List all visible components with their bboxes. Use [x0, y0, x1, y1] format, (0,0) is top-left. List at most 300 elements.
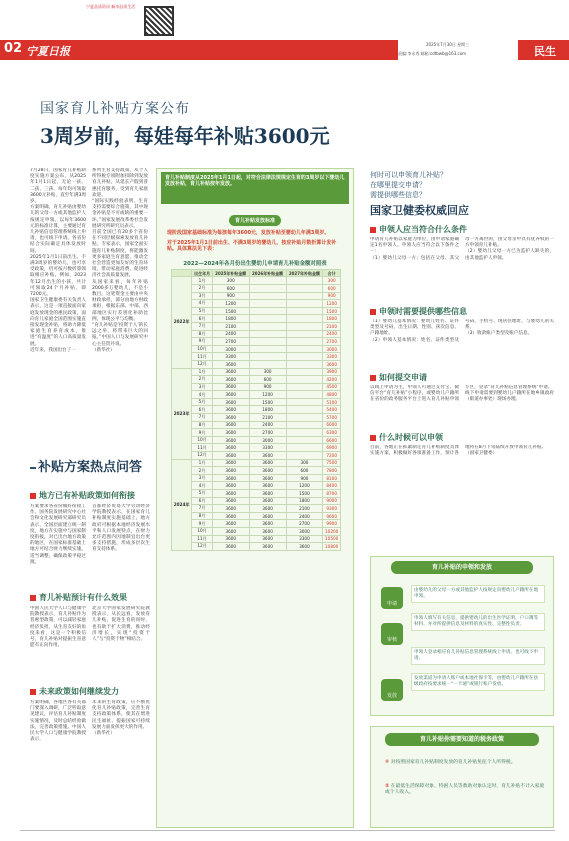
- table-row: [172, 512, 341, 520]
- table-cell: 10月: [192, 436, 213, 444]
- table-cell: 8月: [192, 330, 213, 338]
- table-cell: 1200: [249, 391, 286, 399]
- table-cell: 3600: [212, 421, 249, 429]
- table-cell: [249, 307, 286, 315]
- page-bottom-rule: [20, 830, 555, 831]
- table-cell: [249, 330, 286, 338]
- table-cell: 9月: [192, 338, 213, 346]
- table-cell: 600: [286, 467, 323, 475]
- table-cell: 3600: [212, 512, 249, 520]
- hotspot-s2b-text: 北京大学国家发展研究院教授表示，从长远看，发放育儿补贴，促进生育的同时，也有助于扩大消费，推动经济增长，实现“投资于人”与“投资于物”相结合。: [92, 606, 150, 643]
- table-cell: [286, 452, 323, 460]
- table-cell: 3600: [212, 383, 249, 391]
- table-cell: [249, 284, 286, 292]
- table-row: [172, 360, 341, 368]
- table-cell: 3600: [212, 414, 249, 422]
- table-row: [172, 543, 341, 551]
- table-cell: 10800: [323, 543, 341, 551]
- table-cell: [249, 315, 286, 323]
- table-cell: 3600: [212, 444, 249, 452]
- table-cell: 3600: [212, 482, 249, 490]
- table-cell: 4200: [323, 376, 341, 384]
- table-cell: 4月: [192, 391, 213, 399]
- table-cell: [286, 345, 323, 353]
- table-row: [172, 322, 341, 330]
- tax-box: [370, 726, 554, 828]
- table-cell: 12月: [192, 452, 213, 460]
- table-cell: 6600: [323, 436, 341, 444]
- table-cell: 3600: [212, 376, 249, 384]
- section-name: 民生: [534, 45, 556, 58]
- hotspot-title-bar: [30, 456, 150, 478]
- table-cell: 3600: [249, 474, 286, 482]
- table-cell: 4月: [192, 300, 213, 308]
- table-cell: 3600: [249, 543, 286, 551]
- table-cell: [286, 436, 323, 444]
- table-row: [172, 300, 341, 308]
- qa-q2: 申领时需要提供哪些信息: [379, 307, 467, 316]
- table-row: [172, 482, 341, 490]
- hotspot-s3: 未来政策如何继续发力: [39, 687, 119, 696]
- table-row: [172, 459, 341, 467]
- table-cell: 1200: [286, 482, 323, 490]
- table-cell: 3月: [192, 292, 213, 300]
- flow-text-3: 申领人登录相应育儿补贴信息管理系统线上申请，也可线下申请。: [411, 647, 545, 665]
- flow-step-2-label: 审核: [386, 637, 397, 643]
- table-cell: 8月: [192, 512, 213, 520]
- table-cell: 1月: [192, 368, 213, 376]
- table-cell: 3900: [323, 368, 341, 376]
- table-cell: 3600: [249, 497, 286, 505]
- table-cell: 6900: [323, 444, 341, 452]
- table-cell: [286, 421, 323, 429]
- table-cell: 300: [323, 277, 341, 285]
- bullet-icon: [370, 375, 376, 381]
- table-cell: 2400: [249, 421, 286, 429]
- table-year-cell: 2024年: [172, 459, 192, 550]
- table-cell: [286, 330, 323, 338]
- flow-text-1: 由婴幼儿的父母一方或其他监护人按规定向婴幼儿户籍所在地申领。: [411, 585, 545, 603]
- table-cell: 900: [212, 292, 249, 300]
- table-cell: 3600: [212, 474, 249, 482]
- table-cell: 3600: [212, 429, 249, 437]
- masthead-date: 2025年7月30日 星期三: [426, 42, 470, 47]
- table-row: [172, 292, 341, 300]
- table-row: [172, 452, 341, 460]
- table-cell: [249, 345, 286, 353]
- qa-q3: 如何提交申请: [379, 373, 427, 382]
- table-cell: [286, 292, 323, 300]
- bullet-icon: [30, 689, 36, 695]
- table-cell: 3600: [249, 505, 286, 513]
- table-cell: 300: [249, 368, 286, 376]
- table-cell: [249, 277, 286, 285]
- hotspot-s1: 地方已有补贴政策如何衔接: [39, 491, 135, 500]
- table-cell: 6月: [192, 497, 213, 505]
- flow-title: 育儿补贴的申领和发放: [391, 561, 533, 574]
- table-cell: [249, 292, 286, 300]
- table-cell: 9月: [192, 520, 213, 528]
- table-cell: [249, 353, 286, 361]
- table-year-cell: 2022年: [172, 277, 192, 368]
- qa-block-2: [370, 306, 554, 373]
- table-cell: 2400: [212, 330, 249, 338]
- table-cell: 3600: [212, 398, 249, 406]
- flow-step-3-label: 发放: [386, 693, 397, 699]
- table-cell: 1500: [249, 398, 286, 406]
- table-cell: [249, 360, 286, 368]
- table-cell: 5月: [192, 398, 213, 406]
- table-cell: 3600: [249, 467, 286, 475]
- table-cell: [249, 300, 286, 308]
- table-cell: 5月: [192, 490, 213, 498]
- table-cell: 4月: [192, 482, 213, 490]
- table-cell: 7500: [323, 459, 341, 467]
- masthead-info: [398, 40, 518, 60]
- qa-q4: 什么时候可以申领: [379, 433, 443, 442]
- table-cell: [286, 315, 323, 323]
- table-cell: 2月: [192, 467, 213, 475]
- table-cell: 12月: [192, 360, 213, 368]
- table-cell: 1200: [212, 300, 249, 308]
- table-cell: 2100: [212, 322, 249, 330]
- hotspot-s3-text: 方案明确，各地区各有关部门要深入调研，广泛听取意见建议，评估育儿补贴制度实施情况，及时总结经验做法，完善政策措施。中国人民大学人口与健康学院教授表示，: [30, 700, 86, 743]
- table-cell: 3600: [286, 543, 323, 551]
- table-row: [172, 436, 341, 444]
- feature-point-1: 现阶段国家基础标准为每孩每年3600元，发放补贴至婴幼儿年满3周岁。: [167, 230, 330, 236]
- table-cell: 11月: [192, 444, 213, 452]
- hotspot-s1b-text: 首都经济贸易大学劳动经济学院教授表示，在国家育儿补贴制度实施基础上，地方政府可根据本地经济发展水平和人口发展特点，在财力允许范围内因地制宜出台更多支持措施，形成多层次生育支持体系。: [92, 504, 150, 553]
- table-row: [172, 497, 341, 505]
- table-cell: 2100: [286, 505, 323, 513]
- table-row: [172, 368, 341, 376]
- table-cell: 900: [249, 383, 286, 391]
- table-cell: 7月: [192, 414, 213, 422]
- hotspot-sec-1: [30, 490, 150, 565]
- masthead-bar: [0, 40, 569, 60]
- table-cell: 3600: [249, 520, 286, 528]
- table-cell: 7800: [323, 467, 341, 475]
- qr-code-icon: [144, 6, 174, 36]
- qa-q2-text: （1）婴幼儿基本情况：婴幼儿姓名、证件类型及号码、出生日期、性别、孩次信息、户籍地址。 （2）申领人基本情况：姓名、证件类型及号码、手机号、现居住地址、与婴幼儿的关系。 （3）收款账户类型及账户信息。: [370, 319, 554, 343]
- table-cell: 3000: [323, 345, 341, 353]
- table-cell: 7月: [192, 322, 213, 330]
- table-cell: 1800: [249, 406, 286, 414]
- table-cell: 3000: [286, 527, 323, 535]
- table-cell: 6月: [192, 315, 213, 323]
- table-cell: 7月: [192, 505, 213, 513]
- table-cell: 3000: [249, 436, 286, 444]
- table-cell: [249, 322, 286, 330]
- table-cell: [286, 277, 323, 285]
- table-row: [172, 330, 341, 338]
- table-row: [172, 307, 341, 315]
- table-row: [172, 467, 341, 475]
- table-cell: [286, 284, 323, 292]
- table-cell: 1500: [286, 490, 323, 498]
- masthead-tagline: 宁夏品质资讯 畅享品质生活: [86, 4, 136, 9]
- table-row: [172, 429, 341, 437]
- table-cell: 6300: [323, 429, 341, 437]
- table-row: [172, 414, 341, 422]
- table-cell: 600: [212, 284, 249, 292]
- qa-q1-text: 申请育儿补贴以家庭为单位，由申请家庭确定1名申领人。申领人应当符合以下条件之一： （1）婴幼儿父母一方；包括在父母、其父母一方离世的，由父母亲中具有抚养权的一方申领育儿补贴。 （2）婴幼儿父母一方已为监护人缺失的，由其他监护人申领。: [370, 237, 554, 261]
- table-cell: [286, 300, 323, 308]
- table-cell: 2700: [286, 520, 323, 528]
- qa-block-3: [370, 372, 554, 433]
- table-cell: 1800: [212, 315, 249, 323]
- table-cell: 3600: [212, 436, 249, 444]
- table-cell: 8月: [192, 421, 213, 429]
- table-cell: 900: [323, 292, 341, 300]
- flow-step-1-label: 申请: [386, 601, 397, 607]
- tax-title: 育儿补贴你需要知道的税务政策: [385, 733, 539, 746]
- qa-q4-text: 目前，各地正在抓紧制定育儿补贴制度具体实施方案，积极做好各项准备工作，预计各地将在8月下旬陆续开放申领育儿补贴。 （国家卫健委）: [370, 445, 547, 457]
- page-number: 02: [4, 41, 23, 56]
- qa-questions: [370, 170, 540, 218]
- th-year: [172, 269, 192, 277]
- table-cell: 3000: [212, 345, 249, 353]
- table-cell: [286, 338, 323, 346]
- table-cell: 5700: [323, 414, 341, 422]
- table-cell: 8700: [323, 490, 341, 498]
- table-cell: 2100: [323, 322, 341, 330]
- table-row: [172, 277, 341, 285]
- qa-question-2: 在哪里提交申请？: [370, 181, 426, 189]
- table-cell: 3600: [212, 368, 249, 376]
- table-cell: 3600: [249, 535, 286, 543]
- flow-step-3: [381, 679, 403, 701]
- tax-item-2: [385, 783, 545, 797]
- table-cell: 1月: [192, 459, 213, 467]
- table-cell: 8100: [323, 474, 341, 482]
- table-cell: 3月: [192, 474, 213, 482]
- bullet-icon: [370, 435, 376, 441]
- hotspot-s1-text: 方案要求各省份做好衔接工作。国务院发展研究中心社会和文化发展研究部研究员表示，全国层面建立统一制度，地方在实施中与国家制度衔接，对已出台地方政策的地区，在国家标准基础上地方可结合财力继续实施、适当调整，确保政策平稳过渡。: [30, 504, 86, 565]
- article-col-2: 系列生育支持政策，从个人所得税专项附加扣除到发放育儿补贴，从延长产假到普惠托育服务，受到育儿家庭欢迎。 “国际实践经验表明，生育支持需要综合施策，其中现金补贴是不可或缺的重要一环。”国家发展改革委社会发展研究所研究员表示。 目前全国已有20多个省份在不同层级探索发放育儿补贴。专家表示，国家全面实施育儿补贴制度，将能激发更多家庭生育意愿，推动全社会营造更加友好的生育环境，带动家庭消费，促进经济社会高质量发展。 从国家来看，每年补贴2000多万婴幼儿，不是小数目。这笔资金主要由中央财政承担，部分由地方财政承担，根据东部、中部、西部地区实行差别化补助比例，体现公平与均衡。 “育儿补贴是‘投资于人’的长远之举，将带来巨大的回报。”中国人口与发展研究中心主任贺丹说。 （新华社）: [92, 168, 148, 353]
- subsidy-table: [171, 269, 341, 551]
- article-col-1: 7月28日，国家育儿补贴制度实施方案公布，从2025年1月1日起，无论一孩、二孩、三孩，每年均可领取3600元补贴，直至年满3周岁。 方案明确，育儿补贴由婴幼儿的父母一方或其他监护人按规定申领。以每年3600元的标准计算，主要通过育儿补贴信息管理系统线上申请，也可线下申请。各省份结合实际确定具体发放时间。 2025年1月1日前出生、不满3周岁的婴幼儿，也可享受政策，仍可按月数折算领取相应补贴。例如，2023年12月出生的小孩，共计可领取24个月补贴，即7200元。 国家卫生健康委有关负责人表示，这是一项直接面向家庭发放现金的惠民政策，面向育儿家庭全国范围实施直接发现金补贴，将助力降低家庭生育养育成本，推进“有温度”的人口高质量发展。 近年来，我国出台了一: [30, 168, 86, 353]
- table-cell: 2月: [192, 376, 213, 384]
- table-cell: [286, 444, 323, 452]
- table-cell: 2700: [323, 338, 341, 346]
- table-cell: 3300: [212, 353, 249, 361]
- flow-step-1: [381, 587, 403, 609]
- table-row: [172, 376, 341, 384]
- hotspot-sec-2: [30, 592, 150, 649]
- masthead-editor: 责编:李永秀 邮箱:cdtbwb@163.com: [398, 51, 467, 56]
- table-cell: 1800: [323, 315, 341, 323]
- subsidy-feature-box: [156, 168, 354, 828]
- table-cell: 3600: [212, 467, 249, 475]
- tax-item-1: [385, 759, 545, 766]
- table-cell: [286, 406, 323, 414]
- table-row: [172, 527, 341, 535]
- table-cell: 1500: [323, 307, 341, 315]
- table-cell: [286, 376, 323, 384]
- table-cell: 2100: [249, 414, 286, 422]
- table-cell: 5月: [192, 307, 213, 315]
- table-cell: 3600: [212, 459, 249, 467]
- table-row: [172, 353, 341, 361]
- table-row: [172, 398, 341, 406]
- table-cell: 600: [323, 284, 341, 292]
- hotspot-sec-3: [30, 686, 150, 743]
- table-cell: 10月: [192, 527, 213, 535]
- table-row: [172, 391, 341, 399]
- table-row: [172, 535, 341, 543]
- table-cell: 2月: [192, 284, 213, 292]
- flow-text-2: 申领人填写有关信息，提供婴幼儿的出生医学证明、户口簿等材料，并对所提供信息及材料的真实性、完整性负责。: [411, 613, 545, 631]
- table-cell: 6000: [323, 421, 341, 429]
- table-cell: 8400: [323, 482, 341, 490]
- paper-name: 宁夏日报: [26, 45, 70, 58]
- qa-question-3: 需提供哪些信息？: [370, 191, 426, 199]
- table-cell: [286, 383, 323, 391]
- table-cell: 600: [249, 376, 286, 384]
- table-title: 2022—2024年各月份出生婴幼儿申请育儿补贴金额对照表: [183, 260, 327, 267]
- table-cell: [249, 338, 286, 346]
- table-cell: [286, 391, 323, 399]
- feature-banner: 育儿补贴制度从2025年1月1日起，对符合法律法规规定生育的3周岁以下婴幼儿发放补贴，育儿补贴按年发放。: [161, 172, 349, 204]
- table-row: [172, 474, 341, 482]
- bullet-icon: [370, 227, 376, 233]
- th-2026: 2026年补贴金额: [249, 269, 286, 277]
- table-cell: 12月: [192, 543, 213, 551]
- table-cell: 1500: [212, 307, 249, 315]
- table-row: [172, 315, 341, 323]
- number-two-icon: ②: [385, 783, 390, 789]
- table-cell: 1200: [323, 300, 341, 308]
- table-cell: [286, 414, 323, 422]
- table-cell: 3600: [212, 535, 249, 543]
- feature-point-2: 对于2025年1月1日前出生、不满3周岁的婴幼儿，按应补贴月数折算计发补贴。具体算法见下表：: [167, 239, 337, 253]
- table-cell: 3月: [192, 383, 213, 391]
- table-cell: 3300: [286, 535, 323, 543]
- table-cell: 3600: [212, 520, 249, 528]
- table-cell: 3600: [212, 543, 249, 551]
- table-cell: 3600: [212, 391, 249, 399]
- table-cell: 4500: [323, 383, 341, 391]
- table-cell: 2700: [249, 429, 286, 437]
- table-cell: 3600: [249, 512, 286, 520]
- table-cell: 9300: [323, 505, 341, 513]
- table-cell: [286, 429, 323, 437]
- hotspot-title: 补贴方案热点问答: [38, 460, 143, 475]
- table-cell: 3600: [249, 482, 286, 490]
- table-cell: 4800: [323, 391, 341, 399]
- table-cell: 3600: [212, 497, 249, 505]
- table-cell: 11月: [192, 353, 213, 361]
- flow-step-2: [381, 623, 403, 645]
- table-row: [172, 383, 341, 391]
- table-cell: [286, 368, 323, 376]
- table-cell: 9900: [323, 520, 341, 528]
- table-cell: 10月: [192, 345, 213, 353]
- flow-text-4: 发放渠道为申请人账户或本地社保卡等，由婴幼儿户籍所在县级政府按要求统一“一卡通”或银行账户发放。: [411, 673, 545, 691]
- hotspot-s2: 育儿补贴预计有什么效果: [39, 593, 127, 602]
- hotspot-divider-left: [30, 467, 36, 469]
- table-cell: [286, 398, 323, 406]
- table-cell: 1800: [286, 497, 323, 505]
- hotspot-s3b-text: 未来的生育政策，应不断优化育儿补贴政策，完善生育支持政策体系，使其在增进民生福祉、提振国家可持续发展力面发挥更大的作用。 （新华社）: [92, 700, 150, 737]
- table-cell: 10500: [323, 535, 341, 543]
- article-headline: 3周岁前，每娃每年补贴3600元: [40, 124, 330, 148]
- table-row: [172, 490, 341, 498]
- table-cell: 300: [212, 277, 249, 285]
- feature-pill: 育儿补贴发放标准: [229, 215, 281, 226]
- table-cell: 3600: [212, 360, 249, 368]
- table-cell: 2700: [212, 338, 249, 346]
- table-cell: 6月: [192, 406, 213, 414]
- table-cell: 2400: [323, 330, 341, 338]
- table-cell: 9000: [323, 497, 341, 505]
- table-row: [172, 505, 341, 513]
- table-row: [172, 444, 341, 452]
- table-cell: 3300: [249, 444, 286, 452]
- table-cell: 7200: [323, 452, 341, 460]
- table-cell: 3600: [323, 360, 341, 368]
- th-2025: 2025年补贴金额: [212, 269, 249, 277]
- table-cell: [286, 322, 323, 330]
- table-cell: 3600: [212, 490, 249, 498]
- table-row: [172, 284, 341, 292]
- table-cell: 900: [286, 474, 323, 482]
- bullet-icon: [370, 309, 376, 315]
- table-row: [172, 406, 341, 414]
- qa-block-4: [370, 432, 554, 485]
- table-cell: 5400: [323, 406, 341, 414]
- th-month: 出生年月: [192, 269, 213, 277]
- qa-question-1: 何时可以申领育儿补贴？: [370, 171, 447, 179]
- table-row: [172, 338, 341, 346]
- table-cell: [286, 307, 323, 315]
- table-cell: 9600: [323, 512, 341, 520]
- th-2027: 2027年补贴金额: [286, 269, 323, 277]
- table-cell: 3600: [212, 406, 249, 414]
- table-cell: 3600: [249, 490, 286, 498]
- qa-q3-text: 以线上申请为主，申领人可通过支付宝、微信平台“育儿补贴”小程序，或婴幼儿户籍所在省份的政务服务平台上进入育儿补贴申领专区，登录“育儿补贴信息管理系统”申请。 线下申请需要到婴幼儿户籍所在地乡镇政府（街道办事处）现场办理。: [370, 385, 554, 403]
- table-cell: 10200: [323, 527, 341, 535]
- table-cell: 2400: [286, 512, 323, 520]
- table-cell: 9月: [192, 429, 213, 437]
- qa-title: 国家卫健委权威回应: [370, 204, 469, 217]
- qa-block-1: [370, 224, 554, 297]
- table-cell: [286, 353, 323, 361]
- table-cell: 3600: [249, 459, 286, 467]
- table-row: [172, 421, 341, 429]
- table-cell: 3600: [212, 505, 249, 513]
- table-cell: 1月: [192, 277, 213, 285]
- table-cell: 11月: [192, 535, 213, 543]
- table-cell: 3600: [212, 452, 249, 460]
- table-row: [172, 345, 341, 353]
- flow-box: [370, 556, 554, 716]
- bullet-icon: [30, 595, 36, 601]
- table-year-cell: 2023年: [172, 368, 192, 459]
- bullet-icon: [30, 493, 36, 499]
- th-total: 合计: [323, 269, 341, 277]
- table-cell: 3600: [212, 527, 249, 535]
- tax-item-1-text: 对按照国家育儿补贴制度发放的育儿补贴免征个人所得税。: [390, 760, 516, 765]
- hotspot-s2-text: 中国人民大学人口与健康学院教授表示，育儿补贴作为普惠型政策，可以减轻家庭经济负担，从生育友好的角度来看，这是一个积极信号，育儿补贴对提振生育意愿有正向作用。: [30, 606, 86, 649]
- table-cell: [286, 360, 323, 368]
- table-cell: 300: [286, 459, 323, 467]
- article-kicker: 国家育儿补贴方案公布: [40, 101, 190, 117]
- qa-q1: 申领人应当符合什么条件: [379, 225, 467, 234]
- tax-item-2-text: 在最低生活保障对象、特困人员等救助对象认定时，育儿补贴不计入家庭或个人收入。: [385, 784, 545, 796]
- number-one-icon: ①: [385, 759, 390, 765]
